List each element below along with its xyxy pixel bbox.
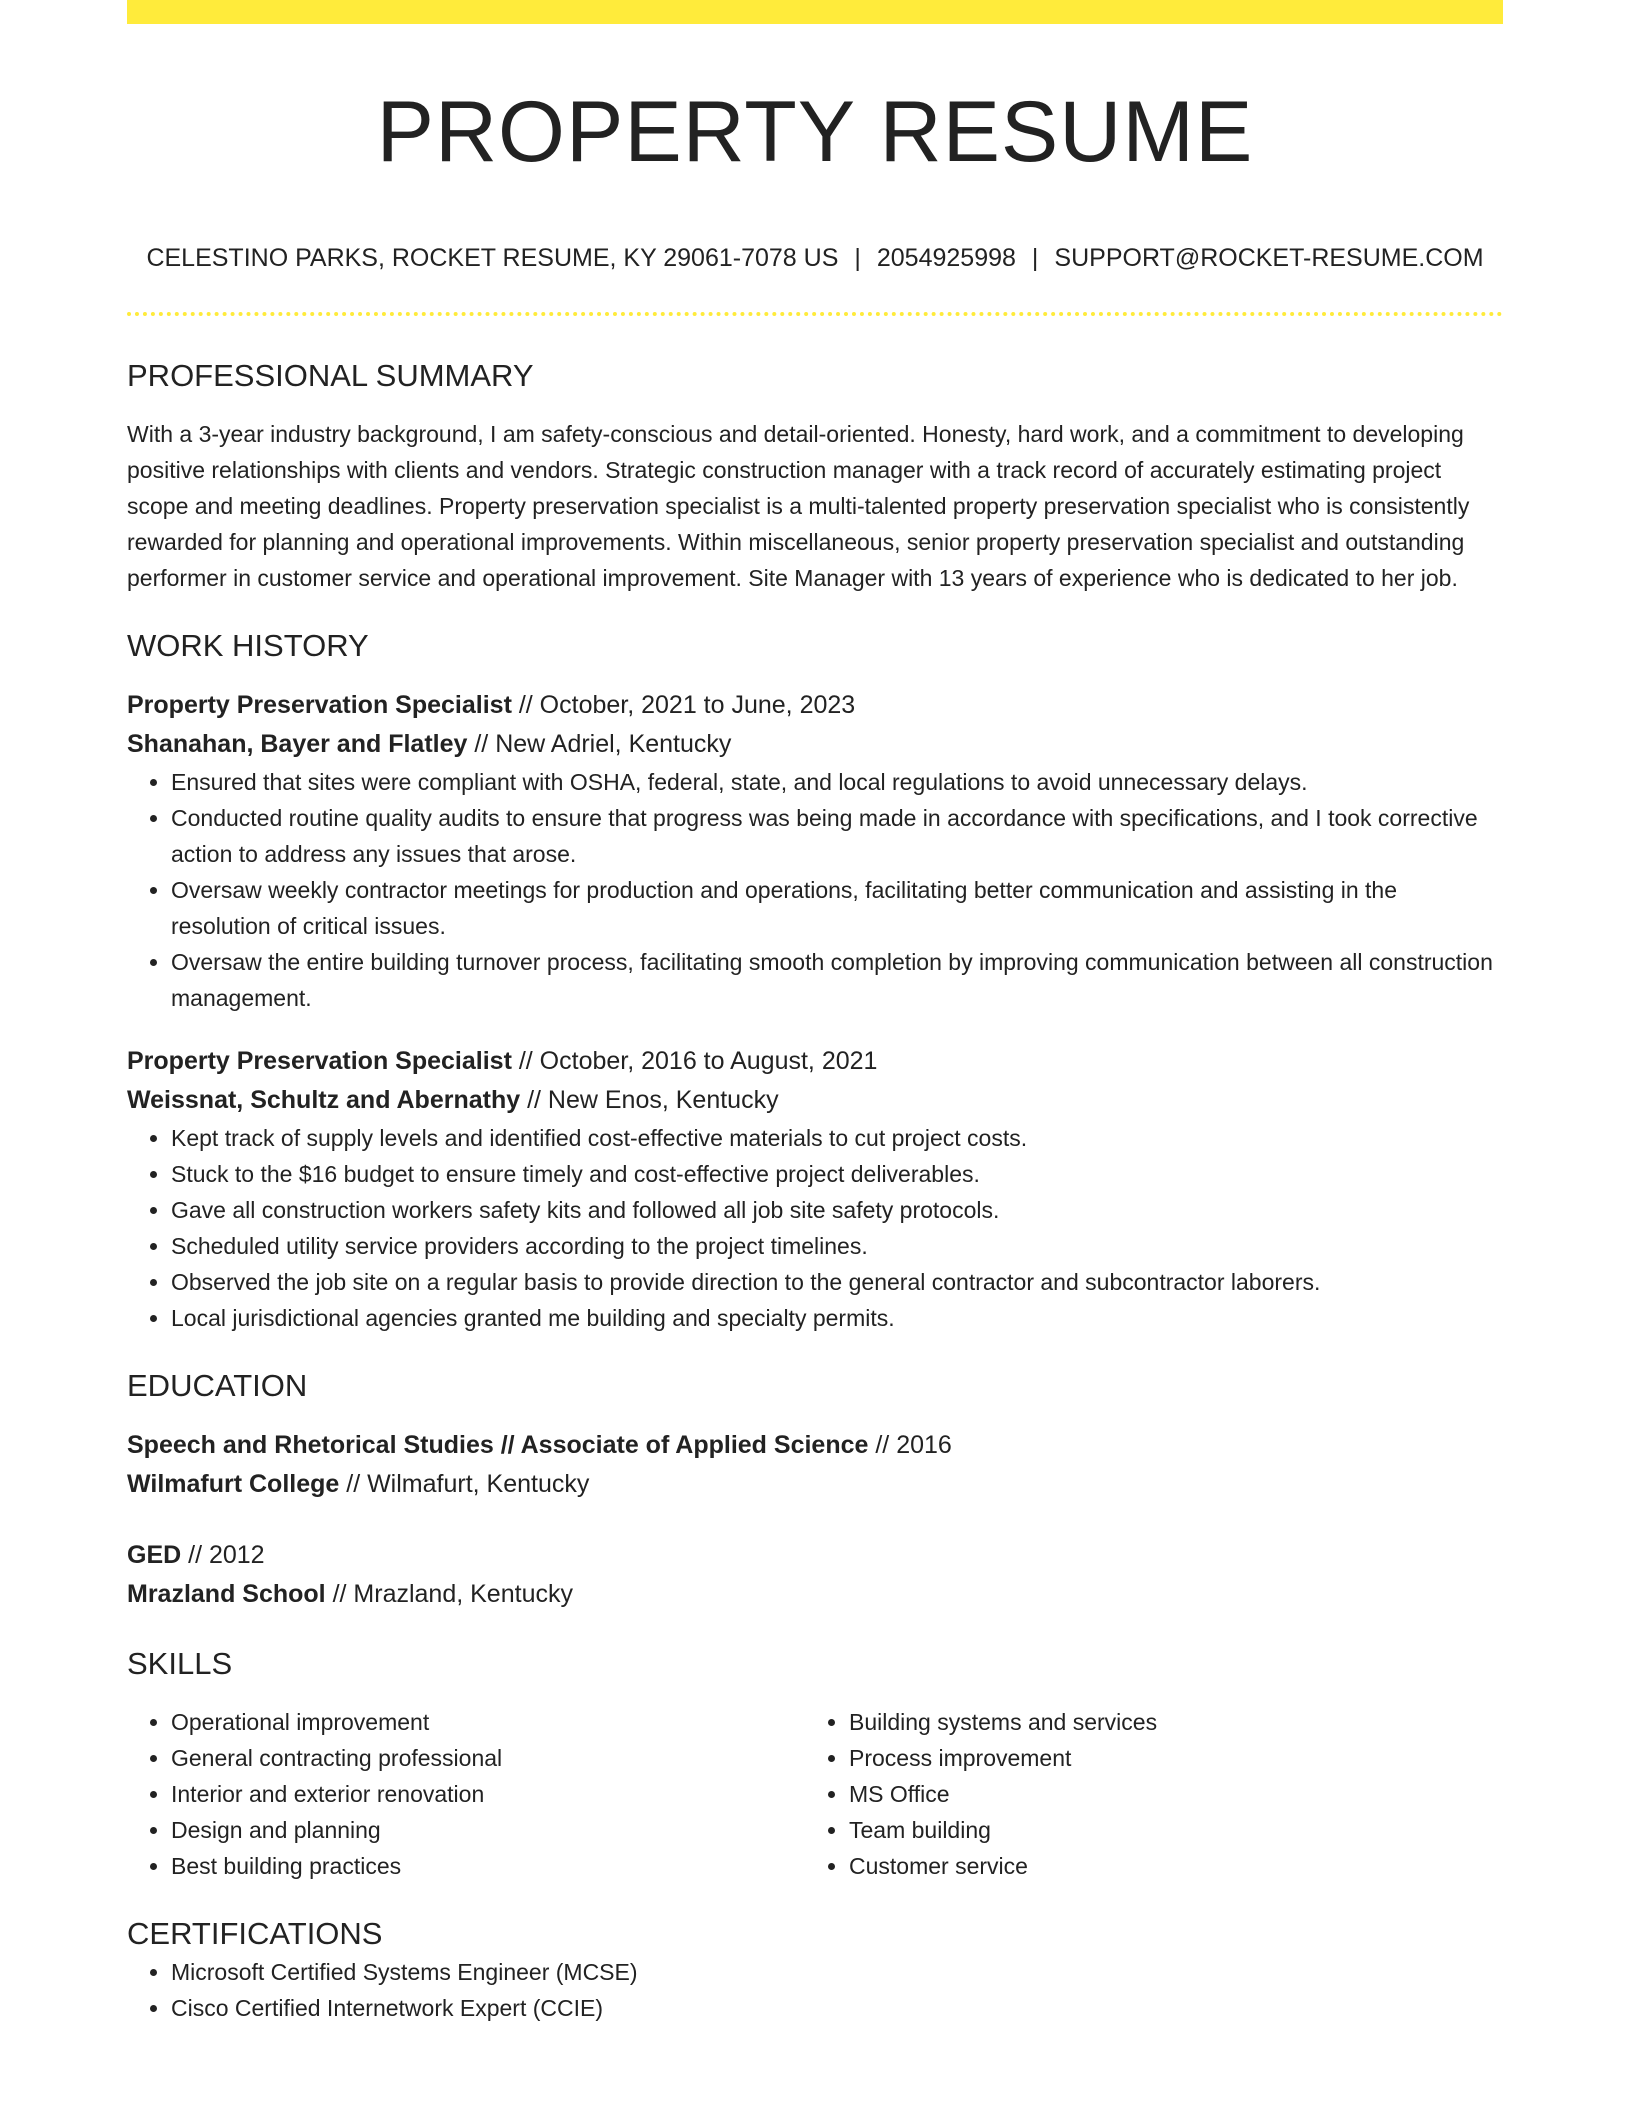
job-entry xyxy=(127,686,1503,1016)
contact-line xyxy=(127,242,1503,274)
list-item: • Kept track of supply levels and identified cost-effective materials to cut project costs. xyxy=(171,1120,1503,1156)
list-item: • Interior and exterior renovation xyxy=(171,1776,805,1812)
list-item: • Observed the job site on a regular basis to provide direction to the general contractor and subcontractor laborers. xyxy=(171,1264,1503,1300)
list-item: • Design and planning xyxy=(171,1812,805,1848)
list-item: • Process improvement xyxy=(849,1740,1483,1776)
skills-bullets xyxy=(127,1704,805,1884)
job-title: Property Preservation Specialist xyxy=(127,691,512,719)
education-school: Wilmafurt College xyxy=(127,1470,340,1498)
resume-page xyxy=(127,0,1503,2026)
summary-text: With a 3-year industry background, I am safety-conscious and detail-oriented. Honesty, hard work, and a commitment to developing positive relationships with clients and vendors. Strategic construction manager with a track record of accurately estimating project scope and meeting deadlines. Property preservation specialist is a multi-talented property preservation specialist who is consistently rewarded for planning and operational improvements. Within miscellaneous, senior property preservation specialist and outstanding performer in customer service and operational improvement. Site Manager with 13 years of experience who is dedicated to her job. xyxy=(127,421,1470,591)
accent-bar xyxy=(127,0,1503,24)
list-item: • Gave all construction workers safety kits and followed all job site safety protocols. xyxy=(171,1192,1503,1228)
job-bullets xyxy=(127,764,1503,1016)
contact-phone: 2054925998 xyxy=(876,244,1016,272)
education-school-line xyxy=(127,1465,1503,1504)
job-location: // New Enos, Kentucky xyxy=(520,1086,779,1114)
list-item: • Team building xyxy=(849,1812,1483,1848)
job-dates: // October, 2021 to June, 2023 xyxy=(511,691,856,719)
job-company-line xyxy=(127,1081,1503,1120)
job-company: Weissnat, Schultz and Abernathy xyxy=(127,1086,521,1114)
contact-separator: | xyxy=(854,244,861,272)
contact-separator: | xyxy=(1031,244,1039,272)
skills-list xyxy=(127,1704,1503,1884)
job-location: // New Adriel, Kentucky xyxy=(467,730,732,758)
list-item: • Best building practices xyxy=(171,1848,805,1884)
job-company: Shanahan, Bayer and Flatley xyxy=(127,730,468,758)
education-degree-line xyxy=(127,1536,1503,1575)
certifications-heading: CERTIFICATIONS xyxy=(127,1916,383,1951)
education-entry xyxy=(127,1536,1503,1614)
dotted-divider xyxy=(127,312,1503,316)
education-location: // Mrazland, Kentucky xyxy=(325,1580,573,1608)
list-item: • Cisco Certified Internetwork Expert (CCIE) xyxy=(171,1990,1503,2026)
education-heading: EDUCATION xyxy=(127,1368,308,1403)
education-year: // 2016 xyxy=(868,1431,952,1459)
job-bullets xyxy=(127,1120,1503,1336)
page-title: PROPERTY RESUME xyxy=(376,84,1254,180)
job-title: Property Preservation Specialist xyxy=(127,1047,512,1075)
education-entry xyxy=(127,1426,1503,1504)
education-school: Mrazland School xyxy=(127,1580,326,1608)
list-item: • Ensured that sites were compliant with OSHA, federal, state, and local regulations to avoid unnecessary delays. xyxy=(171,764,1503,800)
list-item: • Conducted routine quality audits to ensure that progress was being made in accordance with specifications, and I took corrective action to address any issues that arose. xyxy=(171,800,1503,872)
job-entry xyxy=(127,1042,1503,1336)
education-year: // 2012 xyxy=(181,1541,265,1569)
contact-address: CELESTINO PARKS, ROCKET RESUME, KY 29061-7078 US xyxy=(146,244,839,272)
list-item: • Oversaw weekly contractor meetings for production and operations, facilitating better communication and assisting in the resolution of critical issues. xyxy=(171,872,1503,944)
job-title-line xyxy=(127,1042,1503,1081)
list-item: • Local jurisdictional agencies granted me building and specialty permits. xyxy=(171,1300,1503,1336)
list-item: • Microsoft Certified Systems Engineer (MCSE) xyxy=(171,1954,1503,1990)
skills-bullets xyxy=(805,1704,1483,1884)
education-degree-line xyxy=(127,1426,1503,1465)
skills-column-right xyxy=(805,1704,1483,1884)
work-history-heading: WORK HISTORY xyxy=(127,628,369,663)
list-item: • Stuck to the $16 budget to ensure timely and cost-effective project deliverables. xyxy=(171,1156,1503,1192)
job-dates: // October, 2016 to August, 2021 xyxy=(511,1047,878,1075)
skills-column-left xyxy=(127,1704,805,1884)
list-item: • General contracting professional xyxy=(171,1740,805,1776)
list-item: • Building systems and services xyxy=(849,1704,1483,1740)
list-item: • Operational improvement xyxy=(171,1704,805,1740)
skills-heading: SKILLS xyxy=(127,1646,233,1681)
job-title-line xyxy=(127,686,1503,725)
contact-email: SUPPORT@ROCKET-RESUME.COM xyxy=(1054,244,1484,272)
list-item: • Scheduled utility service providers according to the project timelines. xyxy=(171,1228,1503,1264)
education-location: // Wilmafurt, Kentucky xyxy=(339,1470,590,1498)
job-company-line xyxy=(127,725,1503,764)
education-degree: GED xyxy=(127,1541,182,1569)
education-school-line xyxy=(127,1575,1503,1614)
list-item: • Oversaw the entire building turnover process, facilitating smooth completion by improving communication between all construction management. xyxy=(171,944,1503,1016)
certifications-list xyxy=(127,1954,1503,2026)
list-item: • MS Office xyxy=(849,1776,1483,1812)
summary-heading: PROFESSIONAL SUMMARY xyxy=(127,358,534,393)
list-item: • Customer service xyxy=(849,1848,1483,1884)
education-degree: Speech and Rhetorical Studies // Associate of Applied Science xyxy=(127,1431,869,1459)
